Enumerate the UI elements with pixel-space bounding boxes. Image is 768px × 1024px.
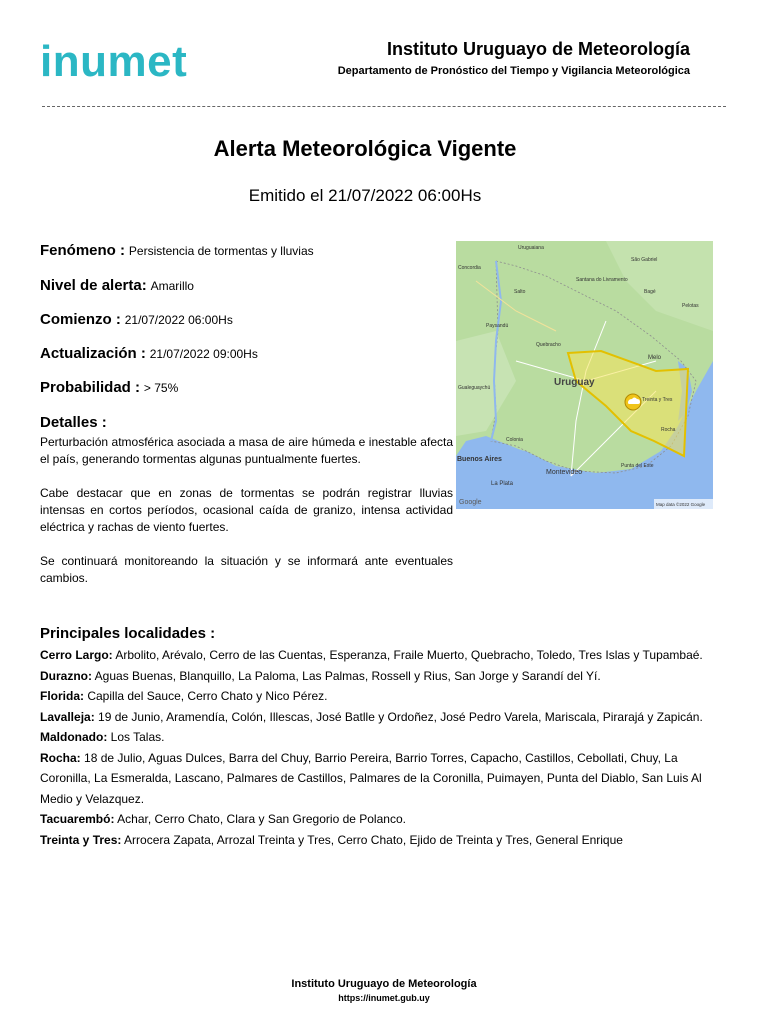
locality-department: Tacuarembó:: [40, 812, 115, 826]
field-phenomenon-value: Persistencia de tormentas y lluvias: [128, 244, 314, 258]
map-label-montevideo: Montevideo: [546, 469, 583, 476]
footer-url-link[interactable]: https://inumet.gub.uy: [338, 993, 430, 1003]
map-label-colonia: Colonia: [506, 437, 523, 443]
locality-places: Aguas Buenas, Blanquillo, La Paloma, Las Palmas, Rossell y Rius, San Jorge y Sarandí del Yí.: [94, 668, 601, 683]
localities-list: [40, 645, 712, 850]
locality-department: Durazno:: [40, 668, 92, 683]
map-label-gualeguaychu: Gualeguaychú: [458, 385, 491, 391]
locality-places: Capilla del Sauce, Cerro Chato y Nico Pérez.: [87, 689, 328, 703]
locality-item: [40, 686, 712, 707]
locality-item: [40, 830, 712, 851]
field-phenomenon: [40, 242, 314, 259]
field-alert-level-value: Amarillo: [150, 279, 194, 293]
locality-places: 19 de Junio, Aramendía, Colón, Illescas, José Batlle y Ordoñez, José Pedro Varela, Mariscala, Pirarajá y Zapicán.: [98, 709, 703, 724]
map-label-salto: Salto: [514, 289, 526, 295]
map-label-bage: Bagé: [644, 289, 656, 295]
details-title: Detalles :: [40, 414, 107, 431]
locality-item: [40, 707, 712, 728]
inumet-logo: inumet: [40, 37, 188, 86]
alert-map[interactable]: [456, 241, 713, 509]
field-update-value: 21/07/2022 09:00Hs: [149, 347, 258, 361]
details-paragraph: Cabe destacar que en zonas de tormentas se podrán registrar lluvias intensas en cortos períodos, ocasional caída de granizo, intensa actividad eléctrica y rachas de viento fuertes.: [40, 486, 453, 534]
map-label-pelotas: Pelotas: [682, 303, 699, 309]
locality-department: Cerro Largo:: [40, 648, 113, 662]
details-paragraph: Se continuará monitoreando la situación y se informará ante eventuales cambios.: [40, 554, 453, 585]
header-divider: [42, 106, 726, 107]
details-text: [40, 434, 453, 604]
field-update-label: Actualización :: [40, 345, 146, 362]
alert-map-svg: [456, 241, 713, 509]
map-label-paysandu: Paysandú: [486, 323, 509, 329]
locality-places: Achar, Cerro Chato, Clara y San Gregorio de Polanco.: [117, 812, 406, 826]
locality-department: Treinta y Tres:: [40, 832, 122, 847]
field-probability-label: Probabilidad :: [40, 379, 141, 396]
locality-department: Florida:: [40, 689, 84, 703]
institute-title: Instituto Uruguayo de Meteorología: [386, 39, 690, 59]
locality-item: [40, 727, 712, 748]
locality-item: [40, 809, 712, 830]
field-start: [40, 311, 233, 328]
map-label-concordia: Concordia: [458, 265, 481, 271]
map-label-rocha: Rocha: [661, 427, 676, 433]
map-label-san-gabriel: São Gabriel: [631, 257, 658, 263]
field-probability: [40, 379, 178, 396]
alert-issued-date: Emitido el 21/07/2022 06:00Hs: [248, 186, 482, 205]
locality-places: Arbolito, Arévalo, Cerro de las Cuentas, Esperanza, Fraile Muerto, Quebracho, Toledo, Tres Islas y Tupambaé.: [115, 648, 703, 662]
map-google-logo: Google: [459, 499, 482, 506]
field-phenomenon-label: Fenómeno :: [40, 242, 125, 259]
locality-places: Arrocera Zapata, Arrozal Treinta y Tres, Cerro Chato, Ejido de Treinta y Tres, General Enrique: [124, 832, 623, 847]
map-attribution: Map data ©2022 Google: [656, 502, 706, 507]
details-paragraph: Perturbación atmosférica asociada a masa de aire húmeda e inestable afecta el país, generando tormentas algunas puntualmente fuertes.: [40, 435, 453, 466]
field-start-label: Comienzo :: [40, 311, 121, 328]
locality-places: Los Talas.: [110, 730, 165, 744]
map-label-punta-del-este: Punta del Este: [621, 463, 654, 469]
localities-title: Principales localidades :: [40, 625, 216, 642]
locality-department: Lavalleja:: [40, 709, 95, 724]
field-update: [40, 345, 258, 362]
map-label-uruguaiana: Uruguaiana: [518, 245, 544, 251]
map-label-treinta-y-tres: Treinta y Tres: [642, 397, 673, 403]
map-label-uruguay: Uruguay: [554, 377, 595, 388]
map-label-buenos-aires: Buenos Aires: [457, 456, 502, 463]
locality-department: Maldonado:: [40, 730, 108, 744]
map-label-melo: Melo: [648, 355, 662, 361]
department-title: Departamento de Pronóstico del Tiempo y Vigilancia Meteorológica: [337, 65, 690, 77]
field-start-value: 21/07/2022 06:00Hs: [124, 313, 233, 327]
footer-institute: Instituto Uruguayo de Meteorología: [291, 978, 477, 990]
alert-title: Alerta Meteorológica Vigente: [213, 136, 517, 161]
locality-item: [40, 748, 712, 810]
field-alert-level-label: Nivel de alerta:: [40, 277, 147, 294]
locality-item: [40, 666, 712, 687]
field-alert-level: [40, 277, 194, 294]
locality-department: Rocha:: [40, 750, 81, 765]
field-probability-value: > 75%: [143, 381, 179, 395]
map-label-santana: Santana do Livramento: [576, 277, 628, 283]
map-label-la-plata: La Plata: [491, 481, 514, 487]
locality-item: [40, 645, 712, 666]
locality-places: 18 de Julio, Aguas Dulces, Barra del Chuy, Barrio Pereira, Barrio Torres, Capacho, Castillos, Cebollati, Chuy, La Coronilla, La Esmeralda, Lascano, Palmares de Castillos, Palmares de la Coronilla, Puimayen, Punta del Diablo, San Luis Al Medio y Velazquez.: [40, 750, 702, 806]
map-label-quebracho: Quebracho: [536, 342, 561, 348]
